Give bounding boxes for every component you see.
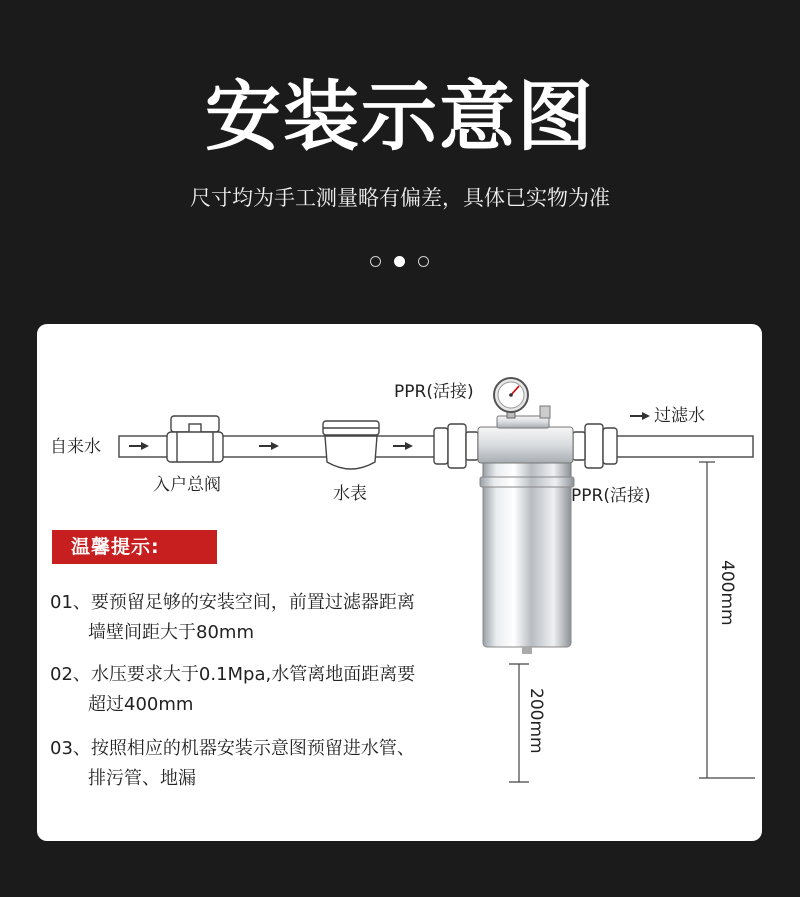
tip-text: 水压要求大于0.1Mpa,水管离地面距离要 (90, 664, 416, 685)
tip-number: 02、 (50, 664, 91, 685)
pressure-gauge-icon (494, 378, 528, 418)
tip-item-1 (50, 588, 415, 648)
dimension-400-label: 400mm (717, 560, 737, 626)
inlet-label: 自来水 (50, 437, 101, 457)
tip-text: 要预留足够的安装空间，前置过滤器距离 (90, 592, 415, 613)
tip-number: 03、 (50, 738, 91, 759)
diagram-card (37, 324, 762, 841)
tip-number: 01、 (50, 592, 91, 613)
page-title: 安装示意图 (205, 72, 595, 161)
tip-text: 墙壁间距大于80mm (88, 622, 254, 643)
ppr-union-left (434, 424, 478, 468)
ppr-union-right (573, 424, 617, 468)
tip-text: 排污管、地漏 (88, 768, 196, 789)
outlet-label: 过滤水 (654, 406, 705, 426)
ppr-left-label: PPR(活接) (394, 382, 474, 402)
filter-head (478, 406, 573, 477)
carousel-dot-2[interactable] (394, 256, 405, 267)
carousel-dot-1[interactable] (370, 256, 381, 267)
tip-item-3 (50, 734, 415, 794)
tip-item-2 (50, 660, 415, 720)
tip-text: 超过400mm (88, 694, 194, 715)
tip-text: 按照相应的机器安装示意图预留进水管、 (90, 738, 415, 759)
page-subtitle: 尺寸均为手工测量略有偏差，具体已实物为准 (190, 186, 610, 210)
carousel-dot-3[interactable] (418, 256, 429, 267)
water-meter (323, 421, 379, 469)
ppr-right-label: PPR(活接) (571, 486, 651, 506)
dimension-200-label: 200mm (526, 688, 546, 754)
carousel-indicators (370, 256, 432, 270)
tips-badge: 温馨提示: (52, 530, 217, 564)
main-valve (167, 416, 223, 462)
valve-label: 入户总阀 (153, 475, 221, 495)
meter-label: 水表 (333, 484, 367, 504)
filter-housing (480, 477, 574, 654)
